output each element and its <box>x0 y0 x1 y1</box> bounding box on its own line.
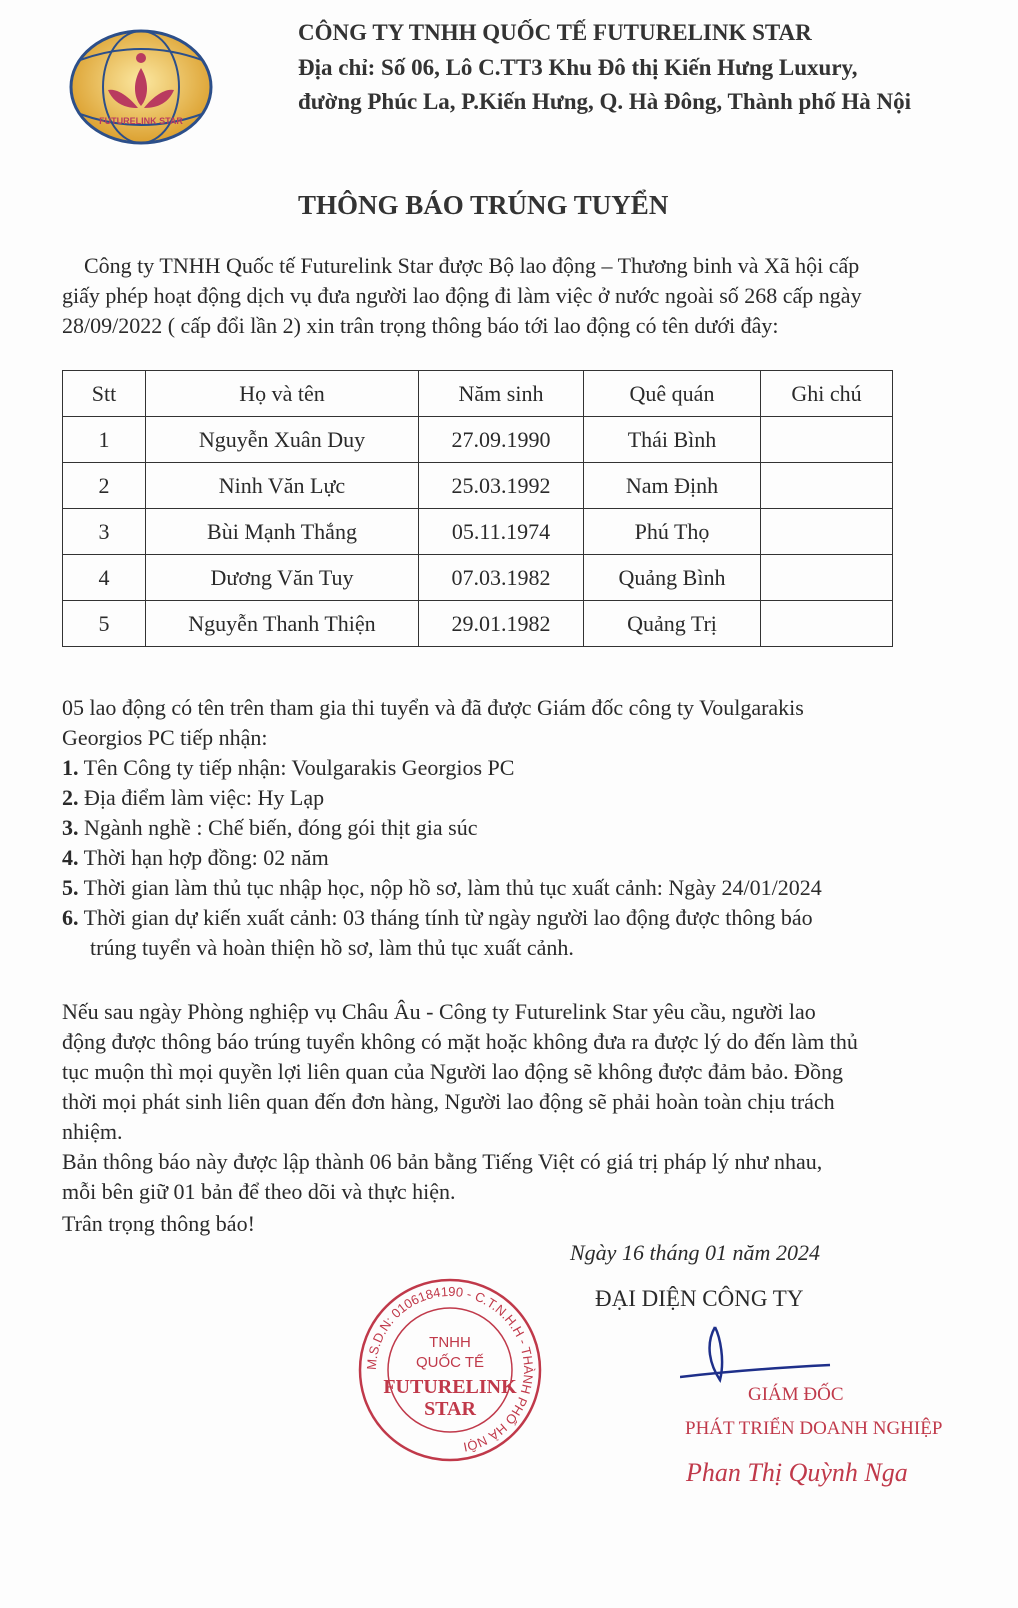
cell-name: Nguyễn Xuân Duy <box>146 417 419 463</box>
cell-hometown: Quảng Bình <box>584 555 761 601</box>
cell-hometown: Phú Thọ <box>584 509 761 555</box>
cell-birth: 25.03.1992 <box>419 463 584 509</box>
warning-line: Nếu sau ngày Phòng nghiệp vụ Châu Âu - Công ty Futurelink Star yêu cầu, người lao <box>62 999 816 1024</box>
intro-paragraph <box>62 251 862 341</box>
item-continuation: trúng tuyển và hoàn thiện hồ sơ, làm thủ tục xuất cảnh. <box>90 935 574 960</box>
item-text: Thời gian dự kiến xuất cảnh: 03 tháng tính từ ngày người lao động được thông báo <box>78 905 813 930</box>
stamp-line: TNHH <box>429 1334 471 1351</box>
closing-line: Trân trọng thông báo! <box>62 1211 255 1236</box>
warning-paragraph <box>62 997 858 1239</box>
position-department: PHÁT TRIỂN DOANH NGHIỆP <box>685 1418 943 1439</box>
detail-item <box>62 753 822 783</box>
company-name: CÔNG TY TNHH QUỐC TẾ FUTURELINK STAR <box>298 20 812 45</box>
signer-name: Phan Thị Quỳnh Nga <box>686 1458 908 1487</box>
cell-birth: 05.11.1974 <box>419 509 584 555</box>
table-row <box>63 509 893 555</box>
item-number: 5. <box>62 875 79 900</box>
detail-item <box>62 783 822 813</box>
item-number: 1. <box>62 755 79 780</box>
item-number: 4. <box>62 845 79 870</box>
cell-name: Dương Văn Tuy <box>146 555 419 601</box>
document-title: THÔNG BÁO TRÚNG TUYỂN <box>298 190 669 220</box>
header-cell: Năm sinh <box>419 371 584 417</box>
details-section <box>62 693 822 963</box>
table-row <box>63 555 893 601</box>
detail-item <box>62 843 822 873</box>
logo-text: FUTURELINK STAR <box>99 116 183 126</box>
item-text: Thời gian làm thủ tục nhập học, nộp hồ sơ, làm thủ tục xuất cảnh: Ngày 24/01/2024 <box>78 875 822 900</box>
header-cell: Stt <box>63 371 146 417</box>
table-row <box>63 463 893 509</box>
table-header-row <box>63 371 893 417</box>
detail-item <box>62 813 822 843</box>
cell-hometown: Thái Bình <box>584 417 761 463</box>
cell-name: Ninh Văn Lực <box>146 463 419 509</box>
copies-line: mỗi bên giữ 01 bản để theo dõi và thực hiện. <box>62 1179 456 1204</box>
stamp-ring-text: M.S.D.N: 0106184190 - C.T.N.H.H - THÀNH PHỐ HÀ NỘI <box>363 1283 537 1455</box>
company-logo <box>68 28 214 146</box>
cell-note <box>761 601 893 647</box>
candidates-table <box>62 370 893 647</box>
cell-note <box>761 509 893 555</box>
warning-line: tục muộn thì mọi quyền lợi liên quan của Người lao động sẽ không được đảm bảo. Đồng <box>62 1059 843 1084</box>
cell-note <box>761 463 893 509</box>
intro-line: Công ty TNHH Quốc tế Futurelink Star được Bộ lao động – Thương binh và Xã hội cấp <box>84 253 860 278</box>
cell-birth: 29.01.1982 <box>419 601 584 647</box>
copies-line: Bản thông báo này được lập thành 06 bản bằng Tiếng Việt có giá trị pháp lý như nhau, <box>62 1149 823 1174</box>
cell-stt: 2 <box>63 463 146 509</box>
cell-note <box>761 555 893 601</box>
detail-item <box>62 873 822 903</box>
item-number: 6. <box>62 905 79 930</box>
cell-name: Nguyễn Thanh Thiện <box>146 601 419 647</box>
cell-stt: 4 <box>63 555 146 601</box>
cell-stt: 3 <box>63 509 146 555</box>
accepted-line: Georgios PC tiếp nhận: <box>62 725 268 750</box>
warning-line: động được thông báo trúng tuyển không có mặt hoặc không đưa ra được lý do đến làm thủ <box>62 1029 858 1054</box>
warning-line: thời mọi phát sinh liên quan đến đơn hàng, Người lao động sẽ phải hoàn toàn chịu trách <box>62 1089 835 1114</box>
item-text: Địa điểm làm việc: Hy Lạp <box>78 785 325 810</box>
item-text: Ngành nghề : Chế biến, đóng gói thịt gia súc <box>78 815 478 840</box>
intro-line: 28/09/2022 ( cấp đổi lần 2) xin trân trọng thông báo tới lao động có tên dưới đây: <box>62 313 779 338</box>
handwritten-signature <box>680 1325 840 1385</box>
table-row <box>63 417 893 463</box>
item-number: 3. <box>62 815 79 840</box>
warning-line: nhiệm. <box>62 1119 123 1144</box>
stamp-line: STAR <box>424 1398 476 1420</box>
cell-hometown: Nam Định <box>584 463 761 509</box>
cell-note <box>761 417 893 463</box>
company-stamp <box>355 1275 545 1465</box>
item-text: Thời hạn hợp đồng: 02 năm <box>78 845 329 870</box>
stamp-line: FUTURELINK <box>383 1376 517 1398</box>
item-number: 2. <box>62 785 79 810</box>
cell-stt: 5 <box>63 601 146 647</box>
accepted-line: 05 lao động có tên trên tham gia thi tuyển và đã được Giám đốc công ty Voulgarakis <box>62 695 804 720</box>
position-title: GIÁM ĐỐC <box>748 1384 844 1405</box>
cell-name: Bùi Mạnh Thắng <box>146 509 419 555</box>
company-address-line1: Địa chỉ: Số 06, Lô C.TT3 Khu Đô thị Kiến Hưng Luxury, <box>298 55 858 80</box>
cell-birth: 07.03.1982 <box>419 555 584 601</box>
representative-label: ĐẠI DIỆN CÔNG TY <box>595 1286 804 1311</box>
header-cell: Họ và tên <box>146 371 419 417</box>
signature-date: Ngày 16 tháng 01 năm 2024 <box>570 1240 820 1265</box>
intro-line: giấy phép hoạt động dịch vụ đưa người lao động đi làm việc ở nước ngoài số 268 cấp ngày <box>62 283 862 308</box>
table-row <box>63 601 893 647</box>
stamp-line: QUỐC TẾ <box>415 1354 485 1371</box>
cell-birth: 27.09.1990 <box>419 417 584 463</box>
header-cell: Quê quán <box>584 371 761 417</box>
header-cell: Ghi chú <box>761 371 893 417</box>
cell-stt: 1 <box>63 417 146 463</box>
company-address-line2: đường Phúc La, P.Kiến Hưng, Q. Hà Đông, Thành phố Hà Nội <box>298 89 911 114</box>
item-text: Tên Công ty tiếp nhận: Voulgarakis Georgios PC <box>78 755 515 780</box>
cell-hometown: Quảng Trị <box>584 601 761 647</box>
detail-item <box>62 903 822 933</box>
